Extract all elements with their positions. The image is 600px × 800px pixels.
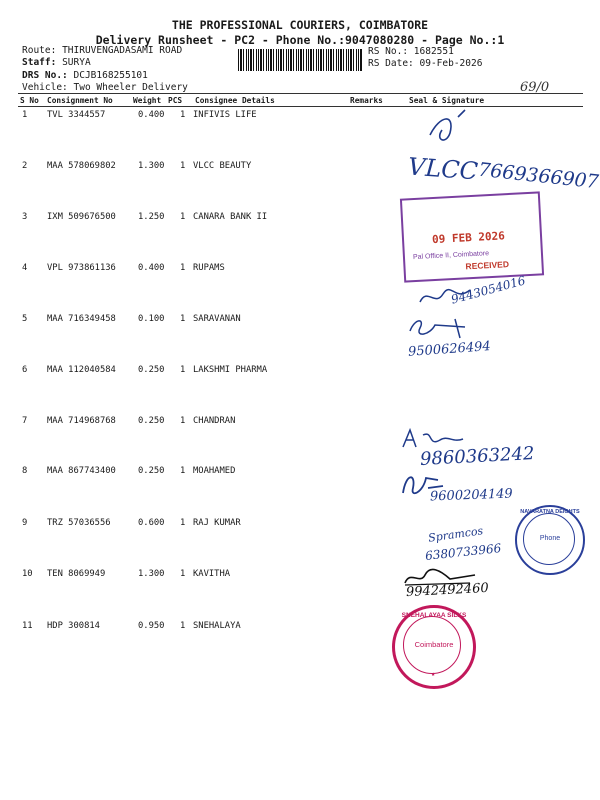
navaratna-seal-text: NAVARATNA DEIGHTS	[520, 509, 580, 515]
row-consignee: LAKSHMI PHARMA	[193, 365, 268, 375]
snehalaya-seal-text: SNEHALAYAA SILKS	[401, 612, 467, 619]
staff-value: SURYA	[62, 57, 91, 68]
vehicle-line	[22, 82, 188, 93]
table-row	[0, 314, 600, 334]
row-weight: 0.400	[138, 263, 165, 273]
row-consignee: VLCC BEAUTY	[193, 161, 252, 171]
row-weight: 0.400	[138, 110, 165, 120]
table-row	[0, 621, 600, 641]
col-sno: S No	[20, 96, 39, 105]
rs-date-value: 09-Feb-2026	[419, 58, 483, 69]
col-pcs: PCS	[168, 96, 183, 105]
bank-stamp	[400, 191, 544, 282]
row-sno: 4	[22, 263, 28, 273]
table-row	[0, 416, 600, 436]
row-pcs: 1	[180, 365, 186, 375]
handwritten-kavitha-phone: 9942492460	[405, 580, 490, 601]
drs-value: DCJB168255101	[73, 70, 148, 81]
drs-line	[22, 70, 148, 81]
route-line	[22, 45, 182, 56]
row-weight: 0.250	[138, 416, 165, 426]
drs-label: DRS No.:	[22, 70, 68, 81]
row-weight: 0.250	[138, 466, 165, 476]
row-sno: 6	[22, 365, 28, 375]
row-consignment: MAA 714968768	[47, 416, 116, 426]
row-pcs: 1	[180, 212, 186, 222]
row-consignment: TVL 3344557	[47, 110, 106, 120]
row-consignee: MOAHAMED	[193, 466, 236, 476]
row-consignment: HDP 300814	[47, 621, 100, 631]
snehalaya-seal	[392, 605, 476, 689]
vehicle-value: Two Wheeler Delivery	[73, 82, 188, 93]
col-consignee: Consignee Details	[195, 96, 275, 105]
rs-no-label: RS No.:	[368, 46, 409, 57]
row-consignee: RUPAMS	[193, 263, 225, 273]
row-pcs: 1	[180, 161, 186, 171]
bank-stamp-received: RECEIVED	[465, 259, 510, 272]
col-remarks: Remarks	[350, 96, 383, 105]
table-row	[0, 518, 600, 538]
row-consignee: INFIVIS LIFE	[193, 110, 257, 120]
row-pcs: 1	[180, 569, 186, 579]
handwritten-rupams-phone: 9443054016	[449, 273, 527, 307]
handwritten-rajkumar-phone: 6380733966	[424, 541, 502, 563]
row-sno: 1	[22, 110, 28, 120]
route-label: Route:	[22, 45, 57, 56]
row-consignment: TRZ 57036556	[47, 518, 111, 528]
row-pcs: 1	[180, 466, 186, 476]
header-divider-bottom	[18, 106, 583, 107]
row-consignment: MAA 578069802	[47, 161, 116, 171]
row-sno: 2	[22, 161, 28, 171]
vehicle-label: Vehicle:	[22, 82, 68, 93]
table-row	[0, 569, 600, 589]
row-pcs: 1	[180, 621, 186, 631]
row-weight: 0.100	[138, 314, 165, 324]
row-sno: 5	[22, 314, 28, 324]
handwritten-chandran-phone: 9860363242	[419, 443, 536, 470]
row-consignee: CHANDRAN	[193, 416, 236, 426]
row-pcs: 1	[180, 110, 186, 120]
row-sno: 8	[22, 466, 28, 476]
snehalaya-seal-city: Coimbatore	[414, 640, 454, 649]
row-pcs: 1	[180, 518, 186, 528]
table-row	[0, 365, 600, 385]
staff-line	[22, 57, 91, 68]
rs-no-line	[368, 46, 454, 57]
col-seal-signature: Seal & Signature	[409, 96, 485, 105]
handwritten-vlcc-phone: 7669366907	[477, 158, 600, 194]
handwritten-moahamed-phone: 9600204149	[429, 486, 513, 505]
signature-row5-icon	[405, 313, 480, 343]
signature-row1-icon	[420, 105, 480, 150]
row-consignee: KAVITHA	[193, 569, 231, 579]
handwritten-count: 69/0	[520, 80, 550, 95]
route-value: THIRUVENGADASAMI ROAD	[62, 45, 183, 56]
barcode-image	[238, 49, 363, 71]
row-sno: 9	[22, 518, 28, 528]
row-consignee: SNEHALAYA	[193, 621, 241, 631]
row-consignee: SARAVANAN	[193, 314, 241, 324]
row-weight: 1.250	[138, 212, 165, 222]
snehalaya-seal-star-icon: ★	[431, 670, 436, 678]
handwritten-vlcc: VLCC	[407, 152, 479, 186]
row-pcs: 1	[180, 314, 186, 324]
row-consignment: TEN 8069949	[47, 569, 106, 579]
table-row	[0, 466, 600, 486]
row-consignment: MAA 716349458	[47, 314, 116, 324]
navaratna-seal-phone: Phone	[539, 535, 561, 542]
row-weight: 0.250	[138, 365, 165, 375]
row-consignment: IXM 509676500	[47, 212, 116, 222]
handwritten-saravanan-phone: 9500626494	[407, 339, 492, 360]
navaratna-seal	[515, 505, 585, 575]
staff-label: Staff:	[22, 57, 57, 68]
row-consignee: RAJ KUMAR	[193, 518, 241, 528]
row-weight: 0.950	[138, 621, 165, 631]
row-weight: 1.300	[138, 569, 165, 579]
col-weight: Weight	[133, 96, 162, 105]
row-sno: 11	[22, 621, 33, 631]
rs-date-label: RS Date:	[368, 58, 414, 69]
row-sno: 7	[22, 416, 28, 426]
row-consignment: MAA 112040584	[47, 365, 116, 375]
bank-stamp-date: 09 FEB 2026	[431, 229, 506, 247]
col-consignment: Consignment No	[47, 96, 113, 105]
runsheet-subtitle: Delivery Runsheet - PC2 - Phone No.:9047080280 - Page No.:1	[95, 33, 505, 47]
row-pcs: 1	[180, 263, 186, 273]
row-consignment: VPL 973861136	[47, 263, 116, 273]
row-consignment: MAA 867743400	[47, 466, 116, 476]
company-title: THE PROFESSIONAL COURIERS, COIMBATORE	[171, 18, 429, 32]
table-row	[0, 110, 600, 130]
row-sno: 10	[22, 569, 33, 579]
row-sno: 3	[22, 212, 28, 222]
handwritten-rajkumar-name: Spramcos	[427, 524, 484, 545]
row-weight: 0.600	[138, 518, 165, 528]
header-divider-top	[18, 93, 583, 94]
bank-stamp-office: Pal Office II, Coimbatore	[412, 250, 490, 262]
rs-date-line	[368, 58, 482, 69]
row-consignee: CANARA BANK II	[193, 212, 268, 222]
row-pcs: 1	[180, 416, 186, 426]
row-weight: 1.300	[138, 161, 165, 171]
rs-no-value: 1682551	[413, 46, 454, 57]
